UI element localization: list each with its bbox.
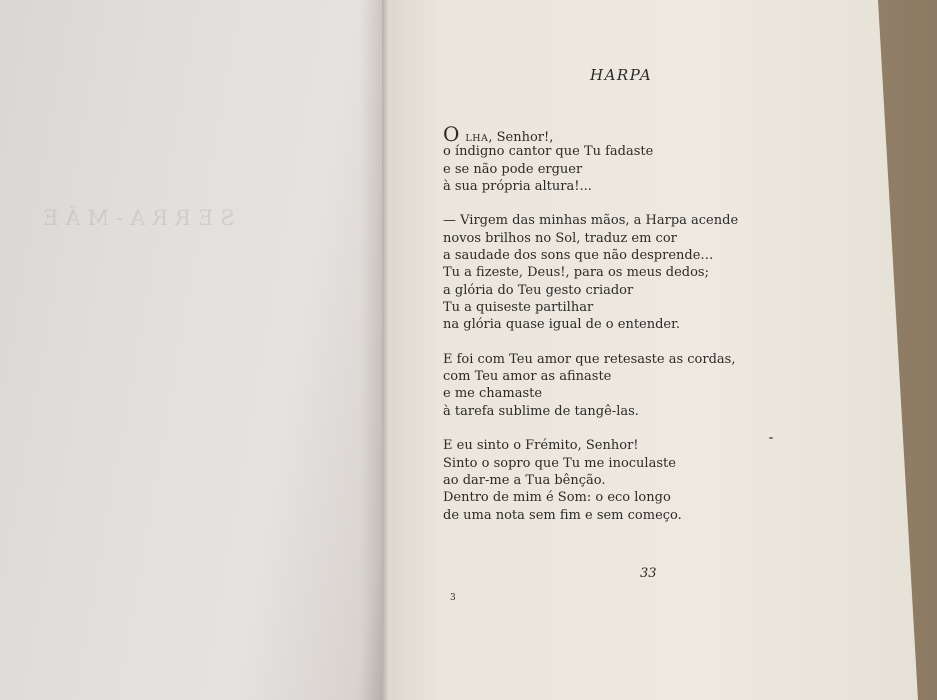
poem-line: a glória do Teu gesto criador	[443, 282, 634, 298]
poem-line: com Teu amor as afinaste	[443, 369, 612, 385]
show-through-text: SERRA-MÃE	[36, 206, 235, 230]
poem-line: e me chamaste	[443, 386, 543, 402]
poem-line: — Virgem das minhas mãos, a Harpa acende	[443, 213, 739, 229]
poem-line: à sua própria altura!...	[443, 178, 592, 194]
poem-line: e se não pode erguer	[443, 161, 583, 177]
page-number: 33	[640, 566, 657, 581]
stanza-gap	[443, 195, 843, 212]
poem-line: de uma nota sem fim e sem começo.	[443, 507, 682, 523]
poem-body	[443, 122, 843, 524]
left-page	[0, 0, 384, 700]
signature-mark: 3	[450, 593, 456, 603]
poem-line: à tarefa sublime de tangê-las.	[443, 403, 639, 419]
stanza-gap	[443, 334, 843, 351]
poem-line: Dentro de mim é Som: o eco longo	[443, 490, 671, 506]
stanza-gap	[443, 420, 843, 437]
poem-line: na glória quase igual de o entender.	[443, 317, 681, 333]
poem-line: E foi com Teu amor que retesaste as cordas,	[443, 351, 736, 367]
drop-cap: O	[443, 122, 460, 146]
poem-line: o índigno cantor que Tu fadaste	[443, 144, 654, 160]
poem-line: E eu sinto o Frémito, Senhor!	[443, 438, 639, 454]
poem-line: Tu a quiseste partilhar	[443, 299, 594, 315]
poem-line: Tu a fizeste, Deus!, para os meus dedos;	[443, 265, 709, 281]
poem-line: a saudade dos sons que não desprende…	[443, 248, 714, 264]
paper-speck	[769, 437, 773, 439]
poem-line: novos brilhos no Sol, traduz em cor	[443, 230, 677, 246]
first-line-rest: , Senhor!,	[488, 130, 554, 145]
poem-line: Sinto o sopro que Tu me inoculaste	[443, 455, 676, 471]
poem-line	[443, 122, 843, 146]
poem-title: HARPA	[590, 66, 653, 84]
poem-line: ao dar-me a Tua bênção.	[443, 472, 606, 488]
small-caps-word: LHA	[465, 133, 489, 144]
